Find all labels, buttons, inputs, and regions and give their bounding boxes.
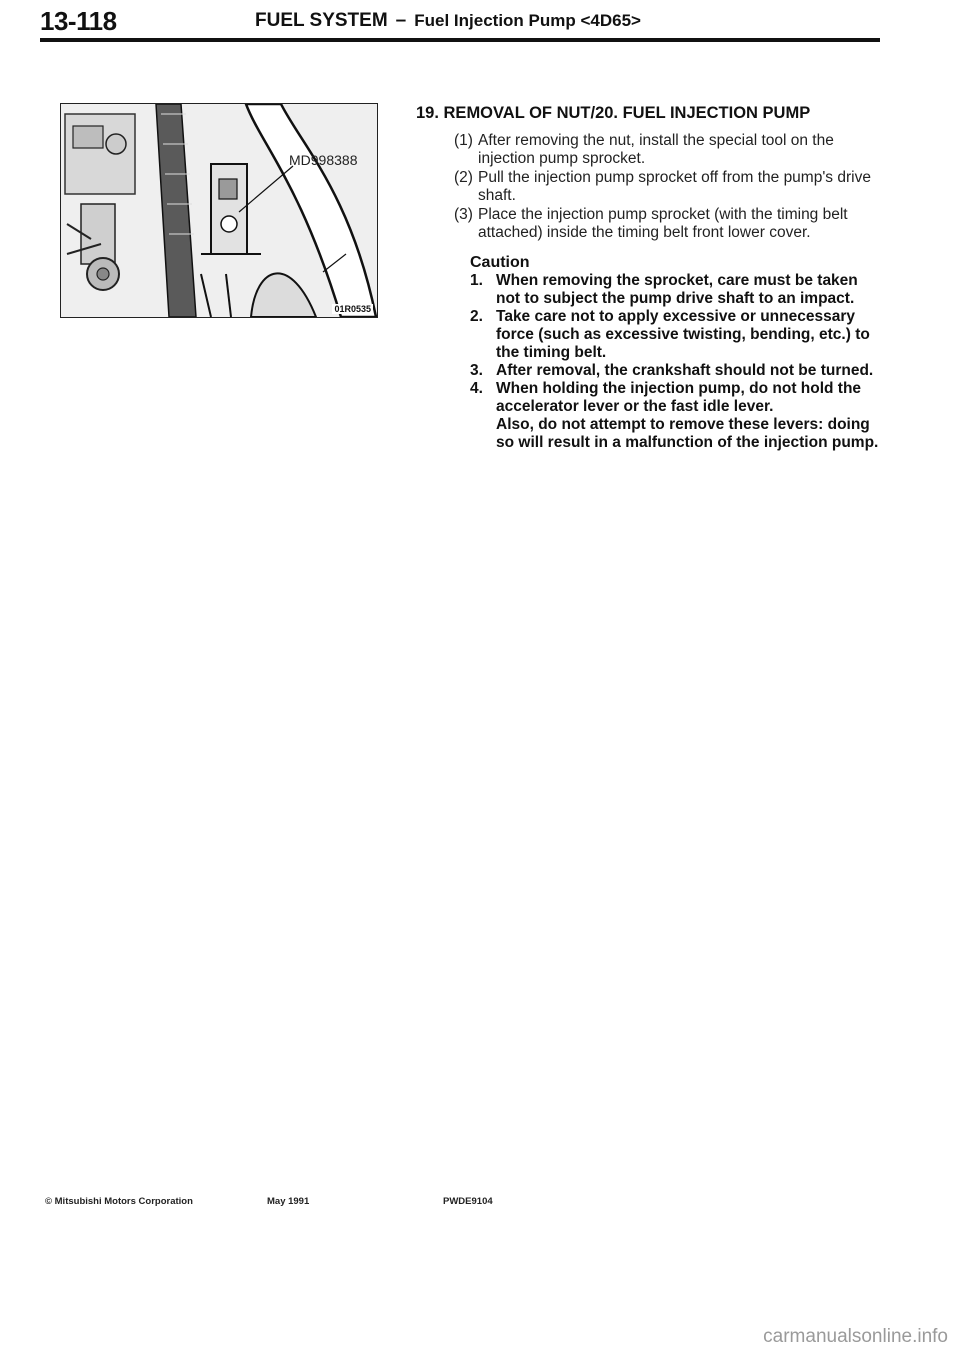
caution-item (416, 308, 882, 362)
item-number: (1) (454, 132, 473, 149)
title-separator: – (395, 10, 407, 31)
subsection-name: Fuel Injection Pump <4D65> (414, 11, 641, 30)
footer-doc-code: PWDE9104 (443, 1196, 493, 1207)
page-header (40, 6, 880, 38)
engine-illustration-icon (61, 104, 377, 317)
item-text: Pull the injection pump sprocket off from the pump's drive shaft. (478, 169, 871, 204)
caution-number: 3. (470, 362, 483, 379)
page-number: 13-118 (40, 6, 117, 36)
list-item (416, 169, 882, 205)
step-title: 19. REMOVAL OF NUT/20. FUEL INJECTION PUMP (416, 104, 811, 122)
caution-item (416, 380, 882, 452)
caution-text: Take care not to apply excessive or unnecessary force (such as excessive twisting, bending, etc.) to the timing belt. (496, 308, 870, 361)
header-rule (40, 38, 880, 42)
footer-copyright: © Mitsubishi Motors Corporation (45, 1196, 193, 1207)
section-title (255, 10, 641, 32)
caution-text: When holding the injection pump, do not hold the accelerator lever or the fast idle lever. (496, 380, 862, 415)
figure-callout-label: MD998388 (289, 152, 358, 168)
section-name: FUEL SYSTEM (255, 10, 388, 31)
figure-code: 01R0535 (334, 304, 371, 314)
step-list (416, 132, 882, 242)
footer-date: May 1991 (267, 1196, 310, 1207)
caution-number: 2. (470, 308, 483, 325)
caution-item (416, 272, 882, 308)
caution-list (416, 272, 882, 452)
item-text: After removing the nut, install the special tool on the injection pump sprocket. (478, 132, 834, 167)
procedure-content (416, 104, 882, 452)
item-number: (3) (454, 206, 473, 223)
list-item (416, 132, 882, 168)
item-text: Place the injection pump sprocket (with the timing belt attached) inside the timing belt front lower cover. (478, 206, 848, 241)
procedure-illustration (60, 103, 378, 318)
caution-item (416, 362, 882, 380)
caution-number: 1. (470, 272, 483, 289)
site-watermark: carmanualsonline.info (763, 1326, 948, 1347)
list-item (416, 206, 882, 242)
caution-heading: Caution (470, 254, 530, 271)
caution-text: When removing the sprocket, care must be taken not to subject the pump drive shaft to an impact. (496, 272, 858, 307)
caution-number: 4. (470, 380, 483, 397)
item-number: (2) (454, 169, 473, 186)
caution-text: After removal, the crankshaft should not be turned. (496, 362, 874, 379)
caution-extra-text: Also, do not attempt to remove these levers: doing so will result in a malfunction of the injection pump. (496, 416, 879, 451)
